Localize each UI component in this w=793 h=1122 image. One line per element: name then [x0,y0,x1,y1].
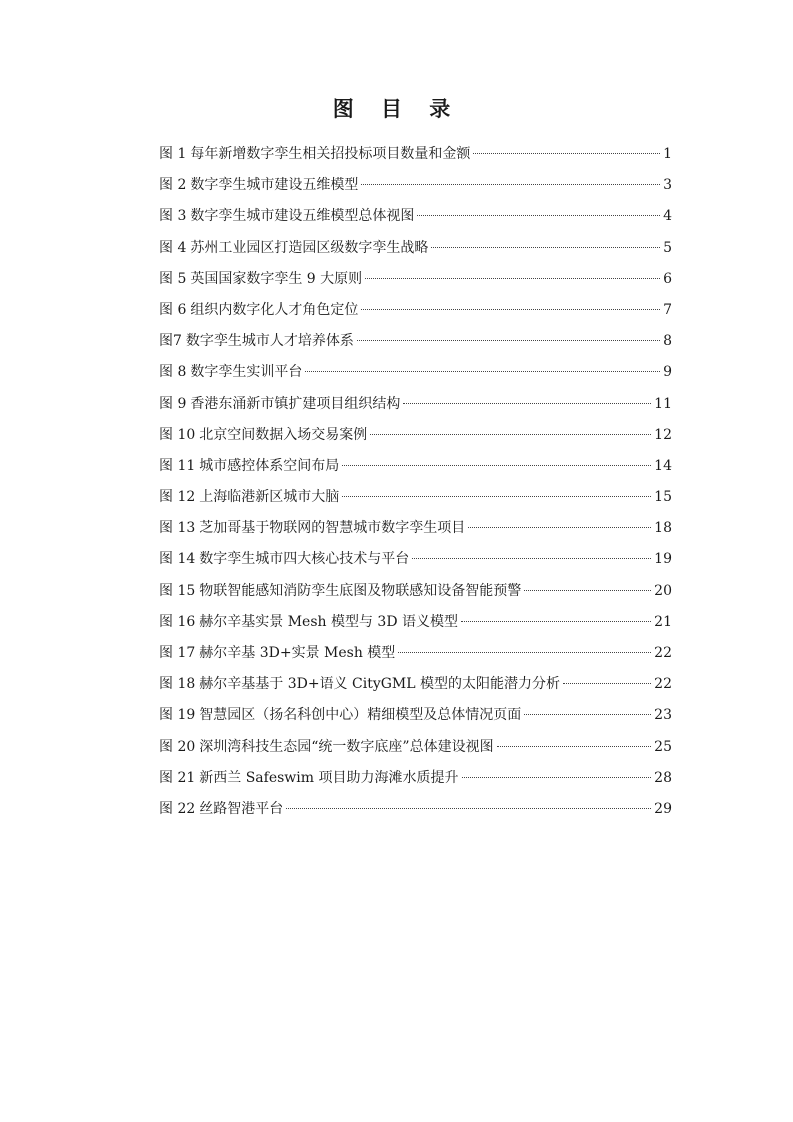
dot-leader [370,434,651,435]
page-number: 15 [654,489,672,506]
figure-title: 数字孪生城市四大核心技术与平台 [199,551,410,568]
figure-title: 新西兰 Safeswim 项目助力海滩水质提升 [199,769,459,786]
dot-leader [461,621,651,622]
toc-entry[interactable] [159,544,672,575]
dot-leader [412,558,651,559]
toc-entry[interactable] [159,638,672,669]
toc-entry[interactable] [159,763,672,794]
figure-title: 上海临港新区城市大脑 [199,489,340,506]
figure-label: 图 18 [159,676,196,693]
dot-leader [431,247,660,248]
figure-title: 数字孪生城市建设五维模型 [190,177,359,194]
toc-entry[interactable] [159,389,672,420]
toc-entry[interactable] [159,607,672,638]
page-number: 11 [654,395,672,412]
dot-leader [361,184,660,185]
toc-entry[interactable] [159,576,672,607]
page-number: 7 [663,301,672,318]
figure-label: 图 17 [159,645,196,661]
figure-label: 图 4 [159,239,187,256]
figure-title: 丝路智港平台 [199,800,284,817]
figure-label: 图 6 [159,301,187,318]
figure-title: 赫尔辛基基于 3D+语义 CityGML 模型的太阳能潜力分析 [199,676,561,693]
figure-title: 英国国家数字孪生 9 大原则 [190,270,363,287]
figure-title: 城市感控体系空间布局 [199,457,340,474]
page-number: 18 [654,520,672,537]
figure-label: 图 11 [159,457,196,474]
figure-label: 图 20 [159,738,196,755]
figure-label: 图 16 [159,613,196,630]
figure-title: 芝加哥基于物联网的智慧城市数字孪生项目 [199,520,466,537]
page-number: 12 [654,426,672,443]
figure-label: 图 12 [159,489,196,506]
dot-leader [468,527,651,528]
toc-entry[interactable] [159,295,672,326]
dot-leader [473,153,660,154]
page-title: 图 目 录 [332,97,461,121]
figure-label: 图 3 [159,208,187,225]
page-number: 22 [654,645,672,661]
figure-title: 北京空间数据入场交易案例 [199,426,368,443]
dot-leader [462,777,652,778]
toc-entry[interactable] [159,669,672,700]
figure-label: 图 13 [159,520,196,537]
dot-leader [361,309,660,310]
dot-leader [524,590,651,591]
toc-entry[interactable] [159,326,672,357]
figure-title: 深圳湾科技生态园“统一数字底座”总体建设视图 [199,738,494,755]
toc-entry[interactable] [159,170,672,201]
toc-entry[interactable] [159,264,672,295]
figure-toc-list [159,139,672,825]
page-number: 21 [654,613,672,630]
dot-leader [286,808,651,809]
dot-leader [342,496,651,497]
toc-entry[interactable] [159,482,672,513]
figure-label: 图 22 [159,800,196,817]
figure-title: 苏州工业园区打造园区级数字孪生战略 [190,239,429,256]
dot-leader [398,652,651,653]
page-number: 20 [654,582,672,599]
toc-entry[interactable] [159,794,672,825]
figure-title: 组织内数字化人才角色定位 [190,301,359,318]
toc-entry[interactable] [159,233,672,264]
page-number: 25 [654,738,672,755]
figure-title: 每年新增数字孪生相关招投标项目数量和金额 [190,146,471,162]
page-number: 6 [663,270,672,287]
toc-entry[interactable] [159,513,672,544]
toc-entry[interactable] [159,201,672,232]
dot-leader [524,714,651,715]
figure-label: 图 14 [159,551,196,568]
figure-title: 物联智能感知消防孪生底图及物联感知设备智能预警 [199,582,522,599]
dot-leader [497,746,652,747]
page-number: 4 [663,208,672,225]
dot-leader [305,371,660,372]
figure-title: 赫尔辛基实景 Mesh 模型与 3D 语义模型 [199,613,459,630]
figure-label: 图 8 [159,364,187,381]
dot-leader [417,215,660,216]
figure-label: 图 1 [159,146,187,162]
page-number: 9 [663,364,672,381]
figure-label: 图 9 [159,395,187,412]
page-number: 23 [654,707,672,724]
page-number: 19 [654,551,672,568]
figure-title: 数字孪生城市建设五维模型总体视图 [190,208,415,225]
figure-label: 图7 [159,333,182,350]
figure-title: 数字孪生城市人才培养体系 [185,333,354,350]
toc-entry[interactable] [159,732,672,763]
dot-leader [403,403,651,404]
figure-title: 赫尔辛基 3D+实景 Mesh 模型 [199,645,396,661]
figure-label: 图 2 [159,177,187,194]
dot-leader [357,340,660,341]
dot-leader [563,683,651,684]
toc-entry[interactable] [159,700,672,731]
toc-entry[interactable] [159,451,672,482]
figure-label: 图 10 [159,426,196,443]
figure-title: 香港东涌新市镇扩建项目组织结构 [190,395,401,412]
figure-title: 数字孪生实训平台 [190,364,303,381]
page-number: 1 [663,146,672,162]
figure-label: 图 21 [159,769,196,786]
page-number: 3 [663,177,672,194]
dot-leader [342,465,651,466]
figure-label: 图 15 [159,582,196,599]
toc-entry[interactable] [159,357,672,388]
page-number: 22 [654,676,672,693]
toc-entry[interactable] [159,139,672,170]
page-number: 8 [663,333,672,350]
page-number: 5 [663,239,672,256]
page-number: 14 [654,457,672,474]
dot-leader [365,278,660,279]
page-number: 28 [654,769,672,786]
figure-label: 图 5 [159,270,187,287]
figure-label: 图 19 [159,707,196,724]
page-number: 29 [654,800,672,817]
figure-title: 智慧园区（扬名科创中心）精细模型及总体情况页面 [199,707,522,724]
toc-entry[interactable] [159,420,672,451]
